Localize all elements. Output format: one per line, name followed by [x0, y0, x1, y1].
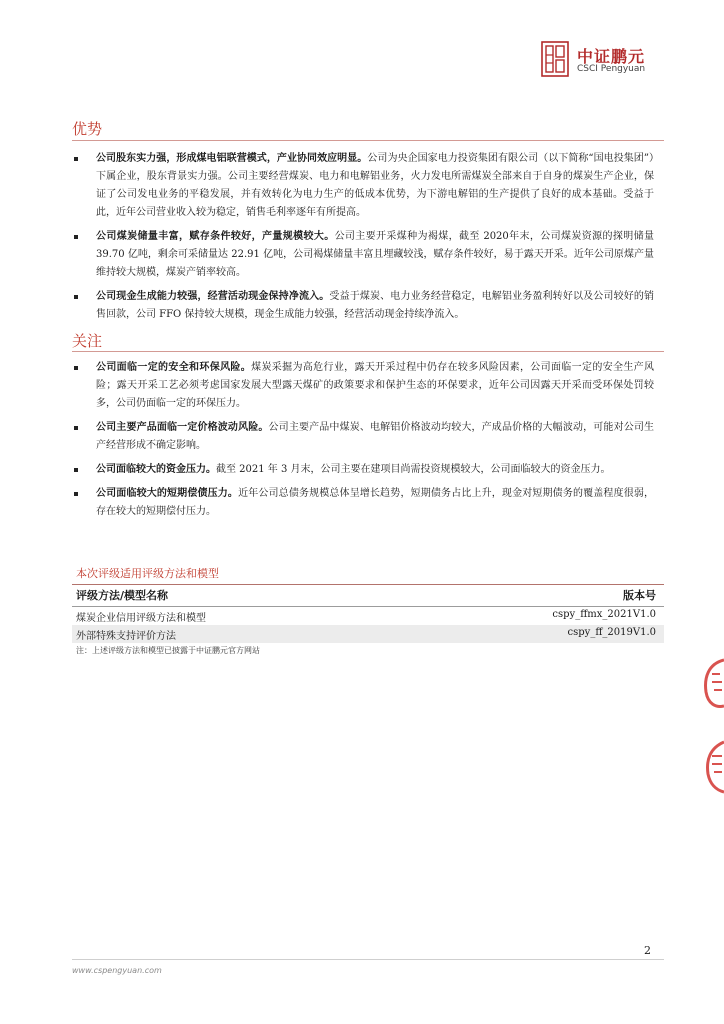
concern-body: 煤炭采掘为高危行业，露天开采过程中仍存在较多风险因素，公司面临一定的安全生产风险；露天开采工艺必须考虑国家发展大型露天煤矿的政策要求和保护生态的环保要求，近年公司因露天开采而受环保处罚较多，公司仍面临一定的环保压力。: [96, 362, 655, 409]
strength-heading: 公司股东实力强，形成煤电铝联营模式，产业协同效应明显。: [96, 153, 368, 164]
table-row: [72, 607, 664, 625]
table-row: [72, 625, 664, 643]
concerns-divider: [72, 351, 664, 352]
concern-body: 近年公司总债务规模总体呈增长趋势，短期债务占比上升，现金对短期债务的覆盖程度很弱，存在较大的短期偿付压力。: [96, 488, 655, 517]
strength-body: 受益于煤炭、电力业务经营稳定，电解铝业务盈利转好以及公司较好的销售回款，公司 FFO 保持较大规模，现金生成能力较强，经营活动现金持续净流入。: [96, 291, 655, 320]
strength-item: [72, 288, 654, 324]
strength-heading: 公司煤炭储量丰富，赋存条件较好，产量规模较大。: [96, 231, 335, 242]
strengths-list: [72, 150, 654, 330]
method-table-title: 本次评级适用评级方法和模型: [76, 567, 219, 580]
bullet-square-icon: [74, 157, 78, 161]
strength-item: [72, 150, 654, 222]
concern-body: 截至 2021 年 3 月末，公司主要在建项目尚需投资规模较大，公司面临较大的资金压力。: [216, 464, 611, 475]
bullet-square-icon: [74, 295, 78, 299]
concern-item: [72, 485, 654, 521]
strength-item: [72, 228, 654, 282]
method-name-cell: 外部特殊支持评价方法: [76, 631, 176, 642]
bullet-square-icon: [74, 235, 78, 239]
bullet-square-icon: [74, 492, 78, 496]
method-name-cell: 煤炭企业信用评级方法和模型: [76, 613, 206, 624]
version-cell: cspy_ffmx_2021V1.0: [552, 609, 656, 620]
bullet-square-icon: [74, 468, 78, 472]
concerns-list: [72, 359, 654, 527]
method-table-note: 注：上述评级方法和模型已披露于中证鹏元官方网站: [76, 646, 260, 655]
seal-stamp-icon: [700, 656, 724, 808]
method-table-top-rule: [72, 584, 664, 585]
method-table-header: [72, 587, 664, 606]
footer-rule: [72, 959, 664, 960]
concern-heading: 公司主要产品面临一定价格波动风险。: [96, 422, 269, 433]
strengths-title: 优势: [72, 120, 103, 138]
method-name-header: 评级方法/模型名称: [76, 589, 169, 602]
strength-heading: 公司现金生成能力较强，经营活动现金保持净流入。: [96, 291, 330, 302]
concern-heading: 公司面临一定的安全和环保风险。: [96, 362, 252, 373]
bullet-square-icon: [74, 366, 78, 370]
strength-body: 公司为央企国家电力投资集团有限公司（以下简称“国电投集团”）下属企业，股东背景实力强。公司主要经营煤炭、电力和电解铝业务，火力发电所需煤炭全部来自于自身的煤炭生产企业，保证了公司发电业务的平稳发展，并有效转化为电力生产的低成本优势，为下游电解铝的生产提供了良好的成本基础。受益于此，近年公司营业收入较为稳定，销售毛利率逐年有所提高。: [96, 153, 655, 218]
concern-item: [72, 461, 654, 479]
version-header: 版本号: [623, 589, 656, 602]
bullet-square-icon: [74, 426, 78, 430]
company-logo-icon: [541, 41, 569, 77]
concern-item: [72, 359, 654, 413]
concern-heading: 公司面临较大的资金压力。: [96, 464, 216, 475]
strength-body: 公司主要开采煤种为褐煤，截至 2020年末，公司煤炭资源的探明储量 39.70 亿吨，剩余可采储量达 22.91 亿吨，公司褐煤储量丰富且埋藏较浅，赋存条件较好，易于露天开采。近年公司原煤产量维持较大规模，煤炭产销率较高。: [96, 231, 654, 278]
page-number: 2: [644, 944, 651, 957]
concerns-title: 关注: [72, 332, 103, 350]
concern-heading: 公司面临较大的短期偿债压力。: [96, 488, 239, 499]
concern-item: [72, 419, 654, 455]
strengths-divider: [72, 140, 664, 141]
concern-body: 公司主要产品中煤炭、电解铝价格波动均较大，产成品价格的大幅波动，可能对公司生产经营形成不确定影响。: [96, 422, 655, 451]
logo-chinese-name: 中证鹏元: [577, 47, 646, 66]
footer-url[interactable]: www.cspengyuan.com: [72, 966, 162, 975]
version-cell: cspy_ff_2019V1.0: [567, 627, 656, 638]
logo-english-name: CSCI Pengyuan: [577, 64, 646, 74]
